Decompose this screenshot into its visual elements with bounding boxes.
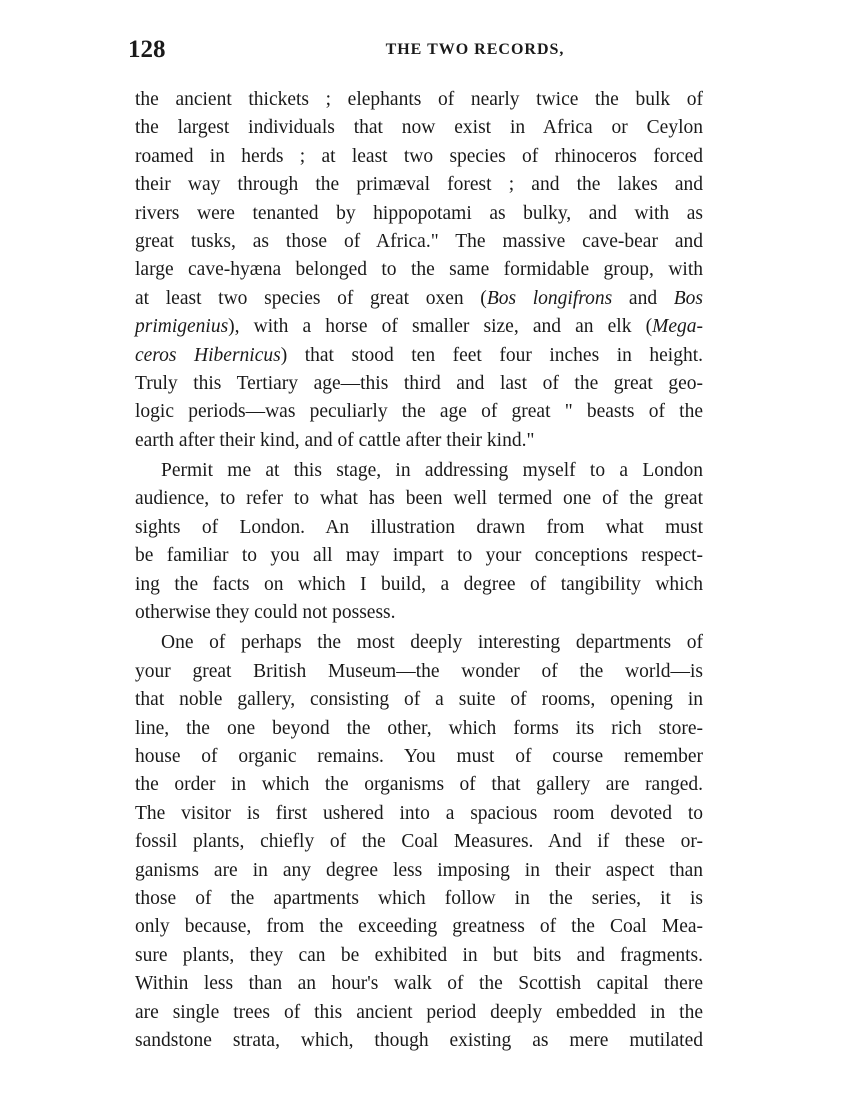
paragraph-1 [135, 86, 703, 455]
text-line: earth after their kind, and of cattle after their kind." [135, 429, 535, 451]
text-line: Truly this Tertiary age—this third and last of the great geo- [135, 372, 703, 394]
text-line: roamed in herds ; at least two species of rhinoceros forced [135, 145, 703, 167]
text-line: that noble gallery, consisting of a suite of rooms, opening in [135, 689, 703, 711]
text-line: line, the one beyond the other, which forms its rich store- [135, 717, 703, 739]
text-line: The visitor is first ushered into a spacious room devoted to [135, 802, 703, 824]
text-line: their way through the primæval forest ; and the lakes and [135, 174, 703, 196]
text-line: ceros Hibernicus) that stood ten feet four inches in height. [135, 344, 704, 366]
text-line: One of perhaps the most deeply interesting departments of [161, 632, 703, 654]
text-line: audience, to refer to what has been well termed one of the great [135, 488, 703, 510]
text-line: ganisms are in any degree less imposing in their aspect than [135, 859, 703, 881]
body-text [135, 86, 703, 1055]
text-line: Within less than an hour's walk of the Scottish capital there [135, 973, 703, 995]
text-line: be familiar to you all may impart to your conceptions respect- [135, 545, 703, 567]
running-head [128, 36, 702, 66]
text-line: sandstone strata, which, though existing as mere mutilated [135, 1029, 703, 1051]
text-line: great tusks, as those of Africa." The massive cave-bear and [135, 230, 703, 252]
text-line: fossil plants, chiefly of the Coal Measures. And if these or- [135, 831, 703, 853]
text-line: the largest individuals that now exist in Africa or Ceylon [135, 117, 703, 139]
text-line: the ancient thickets ; elephants of nearly twice the bulk of [135, 89, 703, 110]
text-line: Permit me at this stage, in addressing myself to a London [161, 460, 703, 482]
text-line: sure plants, they can be exhibited in but bits and fragments. [135, 944, 703, 966]
text-line: your great British Museum—the wonder of the world—is [135, 660, 703, 682]
paragraph-3 [135, 629, 703, 1055]
text-line: otherwise they could not possess. [135, 602, 396, 624]
text-line: large cave-hyæna belonged to the same formidable group, with [135, 259, 703, 281]
paragraph-2 [135, 457, 703, 627]
page-number: 128 [128, 36, 166, 63]
text-line: logic periods—was peculiarly the age of great " beasts of the [135, 401, 703, 423]
text-line: the order in which the organisms of that gallery are ranged. [135, 774, 703, 796]
text-line: at least two species of great oxen (Bos longifrons and Bos [135, 287, 704, 309]
text-line: primigenius), with a horse of smaller size, and an elk (Mega- [135, 316, 703, 338]
text-line: rivers were tenanted by hippopotami as bulky, and with as [135, 202, 703, 224]
text-line: house of organic remains. You must of course remember [135, 745, 703, 767]
text-line: are single trees of this ancient period deeply embedded in the [135, 1001, 703, 1023]
running-title: THE TWO RECORDS, [385, 41, 565, 58]
text-line: those of the apartments which follow in the series, it is [135, 887, 703, 909]
text-line: sights of London. An illustration drawn from what must [135, 516, 703, 538]
text-line: only because, from the exceeding greatness of the Coal Mea- [135, 916, 703, 938]
text-line: ing the facts on which I build, a degree of tangibility which [135, 573, 703, 595]
